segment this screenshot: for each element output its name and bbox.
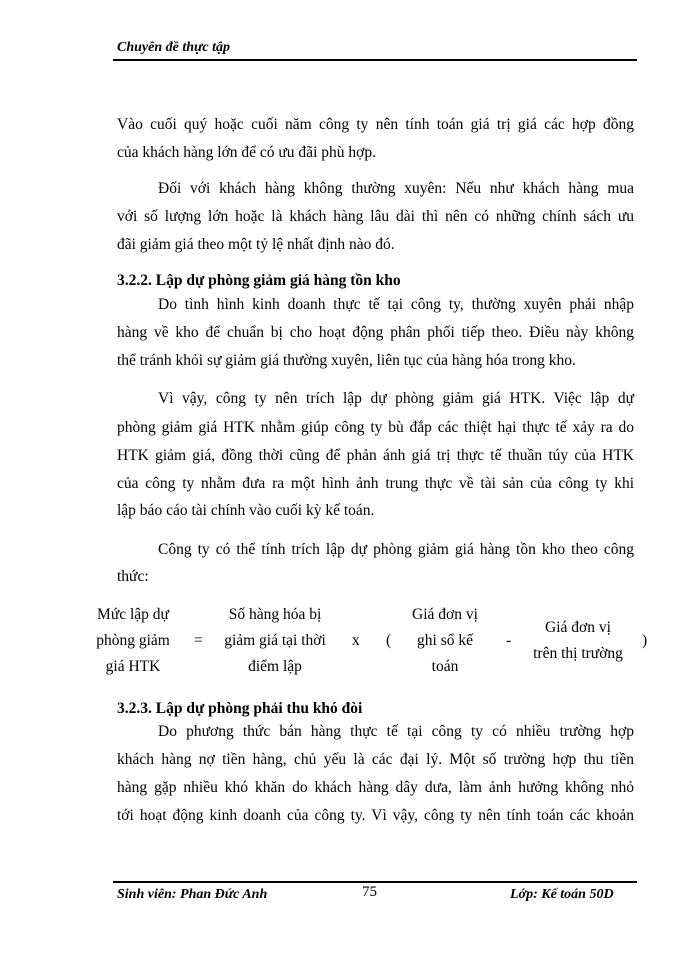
formula-market-price: Giá đơn vị trên thị trường <box>533 619 623 662</box>
footer-student: Sinh viên: Phan Đức Anh <box>117 887 268 902</box>
header-title: Chuyên đề thực tập <box>117 40 231 55</box>
paragraph-line: đãi giảm giá theo một tỷ lệ nhất định nào đó. <box>117 236 395 253</box>
header-divider <box>113 59 637 61</box>
page-number: 75 <box>362 884 377 900</box>
section-heading-323: 3.2.3. Lập dự phòng phải thu khó đòi <box>117 700 363 717</box>
paragraph-line: Công ty có thể tính trích lập dự phòng giảm giá hàng tồn kho theo công <box>158 541 634 558</box>
paragraph-line: phòng giảm giá HTK nhằm giúp công ty bù đắp các thiệt hại thực tế xảy ra do <box>117 419 634 436</box>
footer-divider <box>113 881 637 883</box>
formula-open-paren: ( <box>386 632 392 649</box>
paragraph-line: hàng gặp nhiều khó khăn do khách hàng dây dưa, làm ảnh hưởng không nhỏ <box>117 779 634 796</box>
paragraph-line: Đối với khách hàng không thường xuyên: Nếu như khách hàng mua <box>158 180 634 197</box>
formula-times: x <box>352 632 360 649</box>
paragraph-line: Do tình hình kinh doanh thực tế tại công ty, thường xuyên phải nhập <box>158 296 634 313</box>
formula-equals: = <box>194 632 203 649</box>
paragraph-line: Vào cuối quý hoặc cuối năm công ty nên tính toán giá trị giá các hợp đồng <box>117 116 634 133</box>
footer-class: Lớp: Kế toán 50D <box>510 887 614 902</box>
paragraph-line: HTK giảm giá, đồng thời cũng để phản ánh giá trị thực tế thuần túy của HTK <box>117 447 634 464</box>
paragraph-line: khách hàng nợ tiền hàng, chủ yếu là các đại lý. Một số trường hợp thu tiền <box>117 751 634 768</box>
formula-provision-amount: Mức lập dự phòng giảm giá HTK <box>96 606 170 675</box>
formula-minus: - <box>506 632 512 649</box>
paragraph-line: thức: <box>117 568 149 585</box>
paragraph-line: thể tránh khỏi sự giảm giá thường xuyên, liên tục của hàng hóa trong kho. <box>117 352 576 369</box>
paragraph-line: của khách hàng lớn để có ưu đãi phù hợp. <box>117 144 376 161</box>
paragraph-line: tới hoạt động kinh doanh của công ty. Vì vậy, công ty nên tính toán các khoản <box>117 807 634 824</box>
paragraph-line: lập báo cáo tài chính vào cuối kỳ kế toán. <box>117 502 375 519</box>
paragraph-line: của công ty nhằm đưa ra một hình ảnh trung thực về tài sản của công ty khi <box>117 475 634 492</box>
formula-quantity: Số hàng hóa bị giảm giá tại thời điểm lập <box>224 606 326 675</box>
paragraph-line: Vì vậy, công ty nên trích lập dự phòng giảm giá HTK. Việc lập dự <box>158 390 634 407</box>
formula-book-price: Giá đơn vị ghi sổ kế toán <box>412 606 478 675</box>
section-heading-322: 3.2.2. Lập dự phòng giảm giá hàng tồn kho <box>117 272 401 289</box>
paragraph-line: Do phương thức bán hàng thực tế tại công ty có nhiều trường hợp <box>158 723 634 740</box>
paragraph-line: hàng về kho để chuẩn bị cho hoạt động phân phối tiếp theo. Điều này không <box>117 324 634 341</box>
formula-close-paren: ) <box>642 632 648 649</box>
paragraph-line: với số lượng lớn hoặc là khách hàng lâu dài thì nên có những chính sách ưu <box>117 208 634 225</box>
formula <box>88 602 658 682</box>
